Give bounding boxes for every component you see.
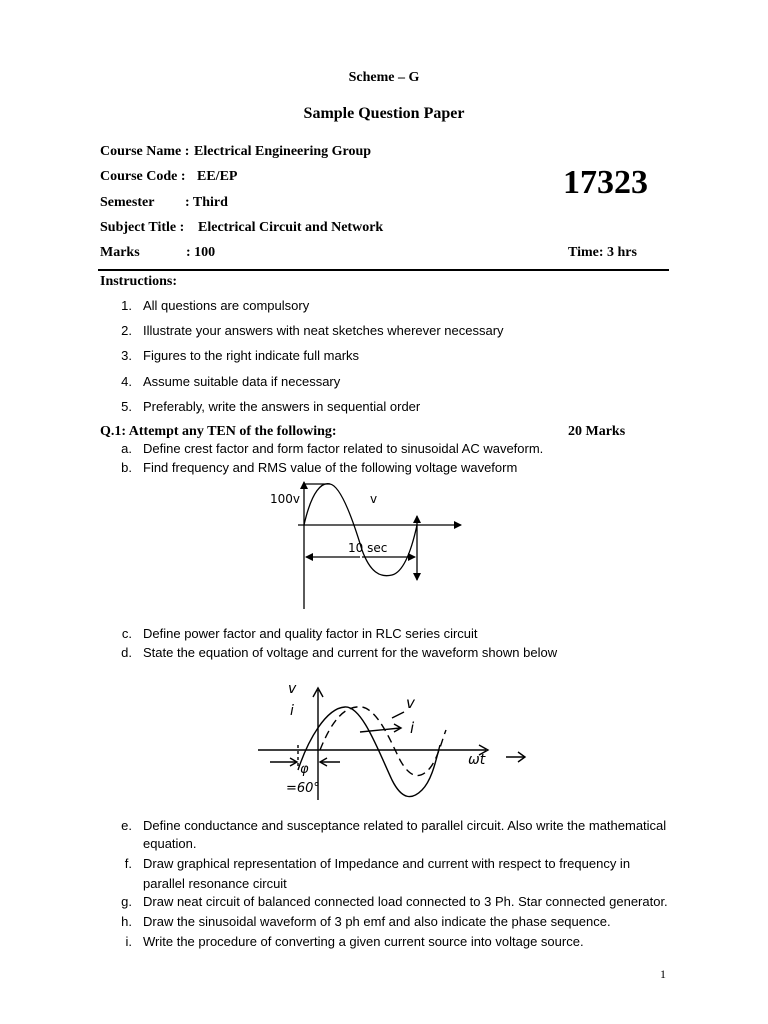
instruction-text: Preferably, write the answers in sequential order [143, 399, 421, 414]
question-item-letter: a. [121, 441, 132, 456]
v-pointer [392, 712, 404, 718]
question-item-letter: d. [121, 645, 132, 660]
page-title: Sample Question Paper [303, 105, 465, 122]
question-item-text: Find frequency and RMS value of the following voltage waveform [143, 460, 518, 475]
v-axis-label: v [288, 681, 297, 697]
subject-title-label: Subject Title : [100, 220, 185, 235]
question-item-text: Draw the sinusoidal waveform of 3 ph emf and also indicate the phase sequence. [143, 914, 611, 929]
instruction-text: Figures to the right indicate full marks [143, 348, 360, 363]
time-axis-label: ωt [468, 752, 486, 768]
time-label: Time: 3 hrs [568, 245, 637, 260]
scheme-label: Scheme – G [348, 70, 420, 85]
question-item-letter: h. [121, 914, 132, 929]
i-axis-label: i [290, 703, 294, 719]
instruction-text: Illustrate your answers with neat sketches wherever necessary [143, 323, 504, 338]
instruction-text: All questions are compulsory [143, 298, 310, 313]
question-item-text: Define crest factor and form factor related to sinusoidal AC waveform. [143, 441, 544, 456]
semester-label: Semester [100, 195, 155, 210]
question-item-text: Draw graphical representation of Impedance and current with respect to frequency in [143, 856, 631, 871]
marks-value: : 100 [186, 245, 216, 260]
instruction-number: 3. [121, 348, 132, 363]
phi-label: φ [300, 762, 309, 777]
instruction-text: Assume suitable data if necessary [143, 374, 341, 389]
instruction-number: 2. [121, 323, 132, 338]
question-item-text: Define power factor and quality factor in RLC series circuit [143, 626, 478, 641]
v-curve-label: v [406, 694, 415, 712]
question-item-letter: f. [124, 856, 132, 871]
course-name-label: Course Name : [100, 144, 190, 159]
instructions-heading: Instructions: [100, 274, 178, 289]
course-name-value: Electrical Engineering Group [194, 144, 372, 159]
amplitude-label: 100v [270, 492, 301, 506]
marks-label: Marks [100, 245, 140, 260]
period-label: 10 sec [348, 541, 388, 555]
question-item-letter: b. [121, 460, 132, 475]
course-code-value: EE/EP [197, 169, 238, 184]
question-item-text: Write the procedure of converting a given current source into voltage source. [143, 934, 584, 949]
i-curve-label: i [410, 719, 415, 737]
question-item-text: Draw neat circuit of balanced connected load connected to 3 Ph. Star connected generator. [143, 894, 668, 909]
question-item-letter: g. [121, 894, 132, 909]
question-item-text-continued: equation. [143, 836, 197, 851]
paper-code: 17323 [563, 164, 648, 201]
page-number: 1 [660, 967, 666, 981]
angle-label: =60° [286, 781, 320, 796]
question-item-letter: c. [121, 626, 132, 641]
question-item-text: State the equation of voltage and current for the waveform shown below [143, 645, 558, 660]
semester-value: : Third [185, 195, 228, 210]
subject-title-value: Electrical Circuit and Network [198, 220, 384, 235]
v-label: v [370, 492, 378, 506]
course-code-label: Course Code : [100, 169, 186, 184]
instruction-number: 4. [121, 374, 132, 389]
question-item-text-continued: parallel resonance circuit [143, 876, 287, 891]
question-1-heading: Q.1: Attempt any TEN of the following: [100, 424, 337, 439]
instruction-number: 1. [121, 298, 132, 313]
question-item-letter: i. [125, 934, 132, 949]
instruction-number: 5. [121, 399, 132, 414]
current-curve [320, 707, 446, 776]
question-item-letter: e. [121, 818, 132, 833]
question-1-marks: 20 Marks [568, 424, 626, 439]
question-item-text: Define conductance and susceptance related to parallel circuit. Also write the mathematical [143, 818, 667, 833]
